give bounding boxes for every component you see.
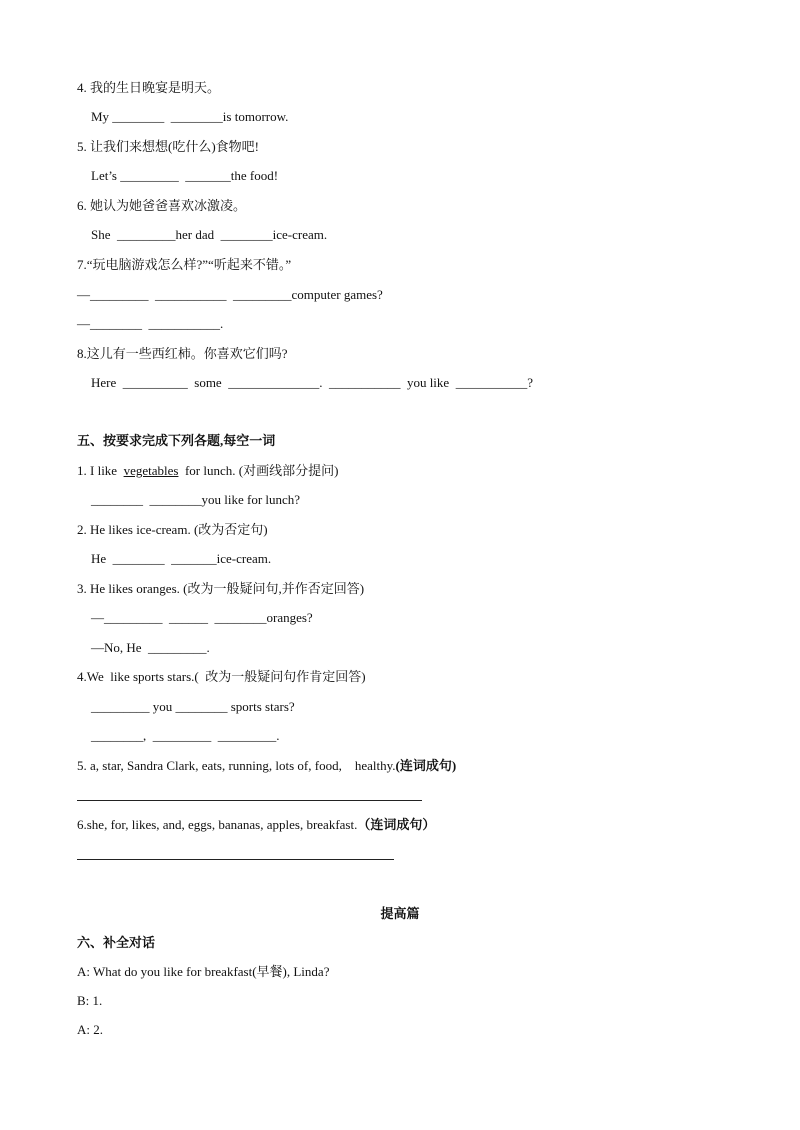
q5-answer: Let’s _________ _______the food!	[91, 168, 279, 183]
q7-answer-2: —________ ___________.	[77, 316, 224, 331]
s5-q3-answer-2: —No, He _________.	[91, 640, 210, 655]
section-6-title: 六、补全对话	[77, 935, 156, 950]
s5-q6-answer-line	[77, 859, 394, 860]
q6-prompt: 6. 她认为她爸爸喜欢冰激凌。	[77, 198, 247, 213]
q5-prompt: 5. 让我们来想想(吃什么)食物吧!	[77, 139, 259, 154]
s5-q6-prompt	[77, 817, 800, 833]
s5-q1-pre: 1. I like	[77, 463, 124, 478]
q7-prompt: 7.“玩电脑游戏怎么样?”“听起来不错。”	[77, 257, 292, 272]
s5-q1-answer: ________ ________you like for lunch?	[91, 492, 301, 507]
s5-q5-answer-line	[77, 800, 422, 801]
q4-answer: My ________ ________is tomorrow.	[91, 109, 289, 124]
s5-q4-answer-2: ________, _________ _________.	[91, 728, 280, 743]
section-5-title: 五、按要求完成下列各题,每空一词	[77, 433, 276, 448]
s5-q6-tag: （连词成句）	[357, 817, 436, 832]
q8-answer: Here __________ some ______________. ___________ you like ___________?	[91, 375, 533, 390]
s5-q4-prompt: 4.We like sports stars.( 改为一般疑问句作肯定回答)	[77, 669, 366, 684]
s5-q5-words: 5. a, star, Sandra Clark, eats, running, lots of, food, healthy.	[77, 758, 396, 773]
q4-prompt: 4. 我的生日晚宴是明天。	[77, 80, 221, 95]
s5-q3-answer-1: —_________ ______ ________oranges?	[91, 610, 313, 625]
dialog-line-3: A: 2.	[77, 1022, 103, 1037]
dialog-line-1: A: What do you like for breakfast(早餐), Linda?	[77, 964, 330, 979]
s5-q1-prompt	[77, 463, 800, 479]
dialog-line-2: B: 1.	[77, 993, 103, 1008]
q7-answer-1: —_________ ___________ _________computer games?	[77, 287, 383, 302]
s5-q3-prompt: 3. He likes oranges. (改为一般疑问句,并作否定回答)	[77, 581, 365, 596]
s5-q4-answer-1: _________ you ________ sports stars?	[91, 699, 295, 714]
q6-answer: She _________her dad ________ice-cream.	[91, 227, 328, 242]
s5-q2-answer: He ________ _______ice-cream.	[91, 551, 272, 566]
q8-prompt: 8.这儿有一些西红柿。你喜欢它们吗?	[77, 346, 288, 361]
advanced-title: 提高篇	[380, 906, 420, 921]
s5-q5-prompt	[77, 758, 800, 774]
s5-q2-prompt: 2. He likes ice-cream. (改为否定句)	[77, 522, 268, 537]
s5-q1-underlined: vegetables	[123, 463, 179, 478]
s5-q1-post: for lunch. (对画线部分提问)	[178, 463, 339, 478]
s5-q6-words: 6.she, for, likes, and, eggs, bananas, apples, breakfast.	[77, 817, 358, 832]
s5-q5-tag: (连词成句)	[395, 758, 457, 773]
